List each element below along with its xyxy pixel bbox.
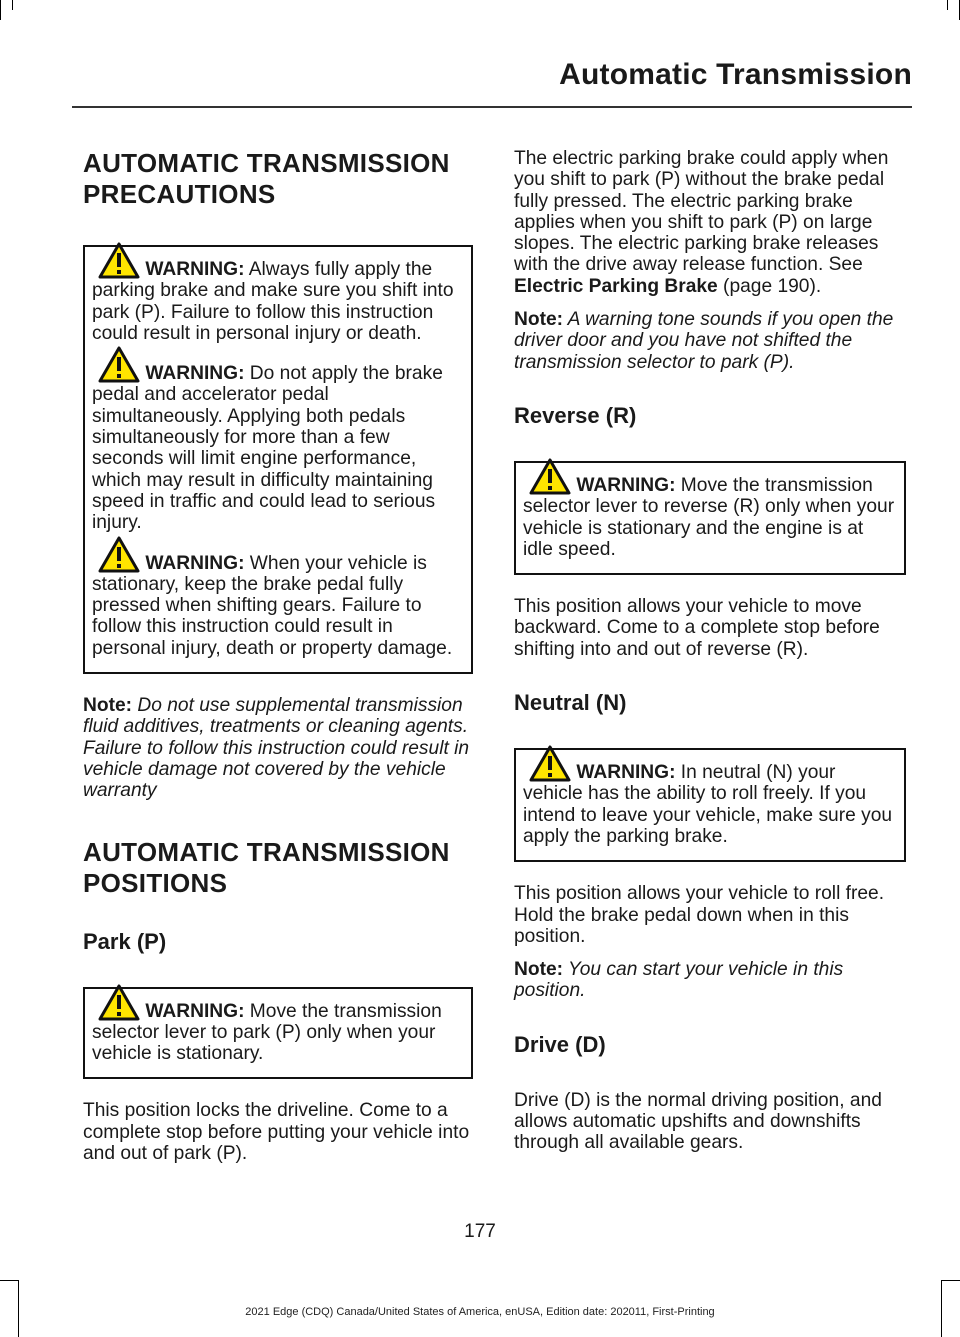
crop-mark bbox=[942, 1280, 960, 1281]
warning-box-reverse bbox=[514, 461, 906, 575]
heading-reverse: Reverse (R) bbox=[514, 402, 637, 428]
crop-mark bbox=[12, 0, 13, 10]
note bbox=[514, 959, 906, 1002]
crop-mark bbox=[0, 1280, 18, 1281]
warning-triangle-icon bbox=[98, 242, 140, 279]
note bbox=[83, 695, 473, 801]
note-label: Note: bbox=[514, 309, 564, 331]
warning-text: Move the transmission selector lever to reverse (R) only when your vehicle is stationary and the engine is at idle speed. bbox=[523, 474, 895, 560]
left-column bbox=[83, 148, 473, 1176]
heading-park: Park (P) bbox=[83, 928, 167, 954]
note-text: Do not use supplemental transmission fluid additives, treatments or cleaning agents. Failure to follow this instruction could result in vehicle damage not covered by the vehicle warranty bbox=[83, 695, 470, 802]
warning-label: WARNING: bbox=[145, 552, 245, 574]
warning-item bbox=[92, 363, 464, 533]
warning-text: When your vehicle is stationary, keep the brake pedal fully pressed when shifting gears. Failure to follow this instruction could result in personal injury, death or property damage. bbox=[92, 552, 453, 659]
warning-triangle-icon bbox=[529, 458, 571, 495]
heading-neutral: Neutral (N) bbox=[514, 690, 627, 716]
warning-text: Always fully apply the parking brake and make sure you shift into park (P). Failure to follow this instruction could result in personal injury or death. bbox=[92, 259, 454, 344]
note bbox=[514, 309, 906, 373]
crop-mark bbox=[947, 0, 948, 10]
warning-box-precautions bbox=[83, 245, 473, 674]
warning-item bbox=[92, 1001, 464, 1065]
warning-box-park bbox=[83, 987, 473, 1080]
header-rule bbox=[72, 106, 912, 108]
warning-triangle-icon bbox=[98, 346, 140, 383]
warning-label: WARNING: bbox=[145, 259, 245, 280]
edition-footer: 2021 Edge (CDQ) Canada/United States of America, enUSA, Edition date: 202011, First-Printing bbox=[245, 1306, 715, 1318]
warning-triangle-icon bbox=[98, 536, 140, 573]
warning-text: In neutral (N) your vehicle has the ability to roll freely. If you intend to leave your vehicle, make sure you apply the parking brake. bbox=[523, 762, 893, 847]
warning-label: WARNING: bbox=[145, 1000, 245, 1022]
epb-paragraph: The electric parking brake could apply when you shift to park (P) without the brake pedal fully pressed. The electric parking brake applies when you shift to park (P) on large slopes. The electric parking brake releases with the drive away release function. See Electric Parking Brake (page 190). bbox=[514, 148, 889, 297]
warning-item bbox=[92, 553, 464, 659]
warning-box-neutral bbox=[514, 748, 906, 862]
drive-body: Drive (D) is the normal driving position, and allows automatic upshifts and downshifts through all available gears. bbox=[514, 1089, 882, 1154]
warning-label: WARNING: bbox=[576, 474, 676, 496]
note-label: Note: bbox=[514, 959, 564, 981]
warning-label: WARNING: bbox=[576, 762, 676, 784]
warning-label: WARNING: bbox=[145, 363, 245, 385]
section-title-positions: AUTOMATIC TRANSMISSION POSITIONS bbox=[83, 836, 450, 898]
section-title-precautions: AUTOMATIC TRANSMISSION PRECAUTIONS bbox=[83, 148, 450, 209]
warning-item bbox=[523, 762, 897, 847]
warning-item bbox=[92, 259, 464, 344]
right-column bbox=[514, 148, 906, 1166]
note-text: A warning tone sounds if you open the driver door and you have not shifted the transmission selector to park (P). bbox=[514, 309, 894, 373]
note-text: You can start your vehicle in this position. bbox=[514, 959, 844, 1002]
neutral-body: This position allows your vehicle to roll free. Hold the brake pedal down when in this position. bbox=[514, 883, 885, 947]
warning-triangle-icon bbox=[98, 984, 140, 1021]
page-number: 177 bbox=[464, 1221, 496, 1242]
warning-text: Do not apply the brake pedal and accelerator pedal simultaneously. Applying both pedals simultaneously for more than a few seconds will limit engine performance, which may result in difficulty maintaining speed in traffic and could lead to serious injury. bbox=[92, 363, 443, 534]
warning-text: Move the transmission selector lever to park (P) only when your vehicle is stationary. bbox=[92, 1000, 442, 1065]
crop-mark bbox=[0, 0, 1, 20]
reverse-body: This position allows your vehicle to move backward. Come to a complete stop before shifting into and out of reverse (R). bbox=[514, 596, 880, 660]
warning-item bbox=[523, 475, 897, 560]
warning-triangle-icon bbox=[529, 745, 571, 782]
park-body: This position locks the driveline. Come to a complete stop before putting your vehicle into and out of park (P). bbox=[83, 1100, 470, 1165]
heading-drive: Drive (D) bbox=[514, 1031, 606, 1057]
note-label: Note: bbox=[83, 695, 133, 717]
page-header: Automatic Transmission bbox=[559, 58, 912, 91]
xref-electric-parking-brake[interactable]: Electric Parking Brake bbox=[514, 275, 718, 297]
